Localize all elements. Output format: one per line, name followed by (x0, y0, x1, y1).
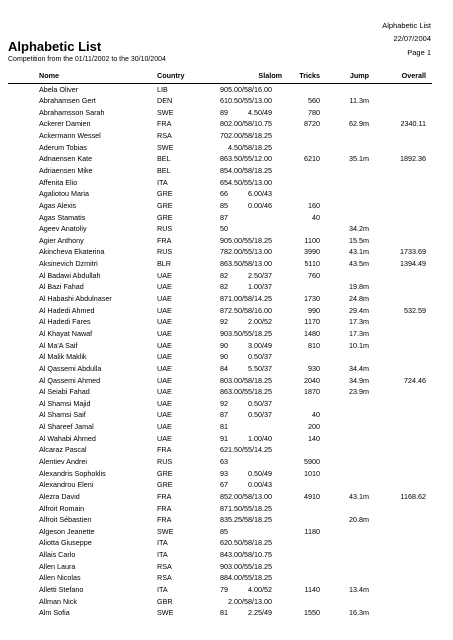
cell-tricks: 2040 (304, 375, 320, 385)
cell-name: Adnaensen Kate (39, 154, 93, 164)
col-header-tricks: Tricks (299, 71, 320, 80)
table-row (8, 258, 432, 270)
cell-age: 92 (220, 317, 228, 327)
col-header-overall: Overall (401, 71, 426, 80)
table-header (8, 70, 432, 84)
cell-name: Al Bazi Fahad (39, 282, 84, 292)
cell-country: ITA (157, 585, 168, 595)
cell-slalom: 3.00/58/18.25 (228, 375, 272, 385)
table-row (8, 246, 432, 258)
cell-tricks: 1480 (304, 328, 320, 338)
cell-slalom: 5.00/55/18.25 (228, 235, 272, 245)
cell-slalom: 1.50/55/18.25 (228, 503, 272, 513)
cell-age: 62 (220, 538, 228, 548)
cell-slalom: 3.50/55/12.00 (228, 154, 272, 164)
cell-country: RSA (157, 131, 172, 141)
table-row (8, 596, 432, 608)
cell-age: 62 (220, 445, 228, 455)
table-row (8, 84, 432, 96)
table-row (8, 223, 432, 235)
cell-name: Al Shamsi Majid (39, 398, 91, 408)
cell-tricks: 140 (308, 433, 320, 443)
cell-slalom: 4.50/58/18.25 (228, 142, 272, 152)
table-row (8, 316, 432, 328)
cell-country: GRE (157, 200, 173, 210)
table-row (8, 549, 432, 561)
cell-tricks: 760 (308, 270, 320, 280)
cell-slalom: 2.50/37 (248, 270, 272, 280)
cell-country: FRA (157, 491, 172, 501)
cell-jump: 34.2m (349, 224, 369, 234)
cell-name: Ackermann Wessel (39, 131, 101, 141)
table-body (8, 84, 432, 619)
cell-tricks: 40 (312, 410, 320, 420)
cell-name: Abrahamsson Sarah (39, 107, 105, 117)
cell-country: ITA (157, 550, 168, 560)
cell-name: Al Habashi Abdulnaser (39, 294, 112, 304)
cell-age: 91 (220, 433, 228, 443)
cell-country: UAE (157, 398, 172, 408)
cell-name: Agier Anthony (39, 235, 84, 245)
cell-slalom: 2.00/58/18.25 (228, 131, 272, 141)
table-row (8, 235, 432, 247)
cell-age: 90 (220, 235, 228, 245)
cell-name: Al Badawi Abdullah (39, 270, 101, 280)
table-row (8, 491, 432, 503)
table-row (8, 479, 432, 491)
cell-country: BEL (157, 154, 171, 164)
cell-slalom: 0.50/49 (248, 468, 272, 478)
cell-name: Al Ma'A Saif (39, 340, 78, 350)
cell-age: 90 (220, 561, 228, 571)
cell-name: Affenita Elio (39, 177, 78, 187)
cell-name: Akincheva Ekaterina (39, 247, 105, 257)
cell-age: 89 (220, 107, 228, 117)
cell-name: Alexandris Sophoklis (39, 468, 106, 478)
table-row (8, 118, 432, 130)
cell-age: 65 (220, 177, 228, 187)
cell-age: 80 (220, 375, 228, 385)
results-table (8, 70, 432, 619)
cell-country: SWE (157, 608, 174, 618)
table-row (8, 305, 432, 317)
cell-age: 81 (220, 608, 228, 618)
cell-tricks: 4910 (304, 491, 320, 501)
cell-name: Allen Nicolas (39, 573, 81, 583)
cell-name: Alcaraz Pascal (39, 445, 87, 455)
cell-age: 84 (220, 363, 228, 373)
cell-slalom: 5.00/58/16.00 (228, 84, 272, 94)
cell-tricks: 40 (312, 212, 320, 222)
cell-slalom: 3.00/55/18.25 (228, 387, 272, 397)
cell-country: FRA (157, 235, 172, 245)
cell-slalom: 4.50/55/13.00 (228, 177, 272, 187)
table-row (8, 188, 432, 200)
cell-slalom: 5.50/37 (248, 363, 272, 373)
cell-slalom: 3.00/55/18.25 (228, 561, 272, 571)
cell-country: GBR (157, 596, 173, 606)
cell-country: GRE (157, 480, 173, 490)
cell-name: Al Hadedi Ahmed (39, 305, 95, 315)
cell-slalom: 6.00/43 (248, 189, 272, 199)
cell-name: Agas Stamatis (39, 212, 86, 222)
cell-slalom: 2.00/55/13.00 (228, 247, 272, 257)
cell-jump: 43.5m (349, 259, 369, 269)
table-row (8, 409, 432, 421)
cell-slalom: 3.50/55/18.25 (228, 328, 272, 338)
table-row (8, 351, 432, 363)
cell-age: 87 (220, 503, 228, 513)
cell-country: UAE (157, 433, 172, 443)
table-row (8, 95, 432, 107)
cell-age: 78 (220, 247, 228, 257)
cell-age: 93 (220, 468, 228, 478)
cell-name: Abela Oliver (39, 84, 79, 94)
cell-jump: 34.9m (349, 375, 369, 385)
cell-overall: 2340.11 (400, 119, 426, 129)
cell-name: Al Hadedi Fares (39, 317, 91, 327)
table-row (8, 444, 432, 456)
cell-country: UAE (157, 305, 172, 315)
cell-slalom: 4.00/55/18.25 (228, 573, 272, 583)
cell-slalom: 2.00/58/13.00 (228, 491, 272, 501)
cell-slalom: 0.00/43 (248, 480, 272, 490)
cell-country: UAE (157, 363, 172, 373)
table-row (8, 398, 432, 410)
cell-age: 82 (220, 270, 228, 280)
cell-tricks: 6210 (304, 154, 320, 164)
cell-name: Al Shamsi Saif (39, 410, 86, 420)
cell-country: ITA (157, 538, 168, 548)
cell-jump: 17.3m (349, 317, 369, 327)
cell-name: Allen Laura (39, 561, 76, 571)
cell-country: FRA (157, 445, 172, 455)
table-row (8, 363, 432, 375)
cell-tricks: 1730 (304, 294, 320, 304)
report-name: Alphabetic List (382, 21, 431, 30)
cell-age: 80 (220, 119, 228, 129)
cell-slalom: 0.50/37 (248, 410, 272, 420)
cell-country: UAE (157, 317, 172, 327)
cell-slalom: 0.50/37 (248, 352, 272, 362)
cell-name: Alezra David (39, 491, 80, 501)
cell-age: 86 (220, 387, 228, 397)
table-row (8, 375, 432, 387)
cell-slalom: 3.00/49 (248, 340, 272, 350)
cell-age: 85 (220, 526, 228, 536)
cell-jump: 16.3m (349, 608, 369, 618)
cell-jump: 62.9m (349, 119, 369, 129)
cell-country: BEL (157, 165, 171, 175)
cell-slalom: 0.50/37 (248, 398, 272, 408)
cell-country: UAE (157, 328, 172, 338)
cell-age: 87 (220, 305, 228, 315)
cell-name: Alfroit Sébastien (39, 515, 92, 525)
cell-country: SWE (157, 142, 174, 152)
col-header-name: Nome (39, 71, 59, 80)
cell-jump: 17.3m (349, 328, 369, 338)
cell-tricks: 1170 (304, 317, 320, 327)
cell-name: Al Wahabi Ahmed (39, 433, 96, 443)
cell-slalom: 1.00/37 (248, 282, 272, 292)
page-number: Page 1 (407, 48, 431, 57)
cell-tricks: 8720 (304, 119, 320, 129)
cell-jump: 13.4m (349, 585, 369, 595)
table-row (8, 537, 432, 549)
col-header-country: Country (157, 71, 185, 80)
table-row (8, 584, 432, 596)
cell-tricks: 780 (308, 107, 320, 117)
cell-slalom: 5.25/58/18.25 (228, 515, 272, 525)
cell-jump: 34.4m (349, 363, 369, 373)
cell-tricks: 5110 (304, 259, 320, 269)
cell-tricks: 160 (308, 200, 320, 210)
cell-country: BLR (157, 259, 171, 269)
cell-tricks: 560 (308, 96, 320, 106)
cell-overall: 1733.69 (400, 247, 426, 257)
cell-slalom: 1.00/58/14.25 (228, 294, 272, 304)
cell-slalom: 4.00/58/18.25 (228, 165, 272, 175)
cell-age: 85 (220, 200, 228, 210)
cell-name: Al Qassemi Abdulla (39, 363, 102, 373)
cell-age: 88 (220, 573, 228, 583)
table-row (8, 200, 432, 212)
cell-age: 92 (220, 398, 228, 408)
table-row (8, 107, 432, 119)
cell-overall: 1168.62 (400, 491, 426, 501)
cell-tricks: 1550 (304, 608, 320, 618)
cell-country: LIB (157, 84, 168, 94)
cell-overall: 1892.36 (400, 154, 426, 164)
cell-overall: 1394.49 (400, 259, 426, 269)
cell-tricks: 810 (308, 340, 320, 350)
cell-age: 63 (220, 457, 228, 466)
table-row (8, 142, 432, 154)
table-row (8, 514, 432, 526)
cell-name: Agaliotou Maria (39, 189, 89, 199)
table-row (8, 456, 432, 468)
table-row (8, 572, 432, 584)
cell-name: Alm Sofia (39, 608, 70, 618)
cell-age: 90 (220, 328, 228, 338)
table-row (8, 561, 432, 573)
cell-slalom: 1.50/55/14.25 (228, 445, 272, 455)
cell-name: Al Seiabi Fahad (39, 387, 90, 397)
cell-name: Allman Nick (39, 596, 77, 606)
cell-country: UAE (157, 375, 172, 385)
cell-jump: 29.4m (349, 305, 369, 315)
cell-age: 90 (220, 352, 228, 362)
cell-name: Al Khayat Nawaf (39, 328, 93, 338)
table-row (8, 281, 432, 293)
cell-country: SWE (157, 107, 174, 117)
cell-country: RUS (157, 224, 173, 234)
cell-country: FRA (157, 515, 172, 525)
cell-age: 83 (220, 515, 228, 525)
cell-jump: 43.1m (349, 247, 369, 257)
cell-name: Aderum Tobias (39, 142, 87, 152)
cell-slalom: 0.50/58/18.25 (228, 538, 272, 548)
cell-country: UAE (157, 270, 172, 280)
table-row (8, 468, 432, 480)
cell-country: FRA (157, 503, 172, 513)
table-row (8, 153, 432, 165)
cell-country: UAE (157, 422, 172, 432)
cell-age: 79 (220, 585, 228, 595)
cell-country: UAE (157, 294, 172, 304)
cell-age: 70 (220, 131, 228, 141)
cell-jump: 35.1m (349, 154, 369, 164)
cell-name: Alfroit Romain (39, 503, 85, 513)
cell-overall: 532.59 (404, 305, 426, 315)
cell-name: Abrahamsen Gert (39, 96, 96, 106)
cell-name: Ackerer Damien (39, 119, 91, 129)
cell-name: Al Shareef Jamal (39, 422, 94, 432)
cell-country: UAE (157, 410, 172, 420)
cell-name: Alentiev Andrei (39, 457, 87, 466)
cell-age: 86 (220, 154, 228, 164)
cell-slalom: 0.50/55/13.00 (228, 96, 272, 106)
cell-age: 85 (220, 491, 228, 501)
cell-country: FRA (157, 119, 172, 129)
cell-age: 90 (220, 340, 228, 350)
cell-name: Al Qassemi Ahmed (39, 375, 101, 385)
table-row (8, 433, 432, 445)
table-row (8, 270, 432, 282)
cell-name: Allais Carlo (39, 550, 76, 560)
cell-slalom: 1.00/40 (248, 433, 272, 443)
cell-jump: 11.3m (349, 96, 369, 106)
cell-country: GRE (157, 212, 173, 222)
col-header-jump: Jump (349, 71, 369, 80)
table-row (8, 130, 432, 142)
cell-jump: 19.8m (349, 282, 369, 292)
cell-age: 67 (220, 480, 228, 490)
table-row (8, 212, 432, 224)
cell-age: 87 (220, 212, 228, 222)
cell-jump: 23.9m (349, 387, 369, 397)
cell-country: ITA (157, 177, 168, 187)
cell-jump: 24.8m (349, 294, 369, 304)
cell-slalom: 2.50/58/16.00 (228, 305, 272, 315)
cell-country: GRE (157, 468, 173, 478)
cell-tricks: 200 (308, 422, 320, 432)
table-row (8, 165, 432, 177)
cell-tricks: 3990 (304, 247, 320, 257)
cell-country: UAE (157, 282, 172, 292)
cell-country: RUS (157, 247, 173, 257)
cell-tricks: 1870 (304, 387, 320, 397)
cell-age: 84 (220, 550, 228, 560)
table-row (8, 526, 432, 538)
table-row (8, 177, 432, 189)
cell-name: Aliotta Giuseppe (39, 538, 92, 548)
cell-name: Alexandrou Eleni (39, 480, 94, 490)
cell-age: 82 (220, 282, 228, 292)
col-header-slalom: Slalom (258, 71, 282, 80)
cell-name: Adriaensen Mike (39, 165, 93, 175)
cell-slalom: 2.00/58/13.00 (228, 596, 272, 606)
cell-slalom: 2.00/52 (248, 317, 272, 327)
cell-tricks: 1100 (304, 235, 320, 245)
cell-name: Alletti Stefano (39, 585, 84, 595)
cell-age: 85 (220, 165, 228, 175)
cell-tricks: 1010 (304, 468, 320, 478)
cell-name: Aksinevich Dzmitri (39, 259, 98, 269)
cell-tricks: 990 (308, 305, 320, 315)
cell-name: Agas Alexis (39, 200, 77, 210)
cell-jump: 10.1m (349, 340, 369, 350)
cell-age: 61 (220, 96, 228, 106)
cell-age: 87 (220, 294, 228, 304)
cell-slalom: 4.50/49 (248, 107, 272, 117)
report-date: 22/07/2004 (393, 34, 431, 43)
page-title: Alphabetic List (8, 39, 102, 54)
cell-slalom: 0.00/46 (248, 200, 272, 210)
cell-age: 66 (220, 189, 228, 199)
cell-slalom: 2.25/49 (248, 608, 272, 618)
cell-country: UAE (157, 340, 172, 350)
cell-age: 81 (220, 422, 228, 432)
cell-tricks: 930 (308, 363, 320, 373)
cell-tricks: 1180 (304, 526, 320, 536)
cell-jump: 20.8m (349, 515, 369, 525)
cell-jump: 15.5m (349, 235, 369, 245)
cell-slalom: 3.50/58/13.00 (228, 259, 272, 269)
cell-age: 90 (220, 84, 228, 94)
table-row (8, 386, 432, 398)
cell-slalom: 2.00/58/10.75 (228, 119, 272, 129)
cell-country: RSA (157, 561, 172, 571)
cell-country: DEN (157, 96, 173, 106)
cell-slalom: 3.00/58/10.75 (228, 550, 272, 560)
cell-name: Al Malik Maklik (39, 352, 87, 362)
cell-tricks: 1140 (304, 585, 320, 595)
cell-country: SWE (157, 526, 174, 536)
cell-slalom: 4.00/52 (248, 585, 272, 595)
table-row (8, 293, 432, 305)
table-row (8, 607, 432, 619)
cell-name: Algeson Jeanette (39, 526, 95, 536)
cell-name: Ageev Anatoliy (39, 224, 87, 234)
cell-age: 86 (220, 259, 228, 269)
cell-country: RUS (157, 457, 173, 466)
cell-country: GRE (157, 189, 173, 199)
page-subtitle: Competition from the 01/11/2002 to the 30/10/2004 (8, 56, 166, 63)
cell-age: 87 (220, 410, 228, 420)
table-row (8, 503, 432, 515)
cell-age: 50 (220, 224, 228, 234)
cell-overall: 724.46 (404, 375, 426, 385)
cell-tricks: 5900 (304, 457, 320, 466)
cell-jump: 43.1m (349, 491, 369, 501)
cell-country: RSA (157, 573, 172, 583)
cell-country: UAE (157, 387, 172, 397)
cell-country: UAE (157, 352, 172, 362)
table-row (8, 328, 432, 340)
table-row (8, 340, 432, 352)
table-row (8, 421, 432, 433)
